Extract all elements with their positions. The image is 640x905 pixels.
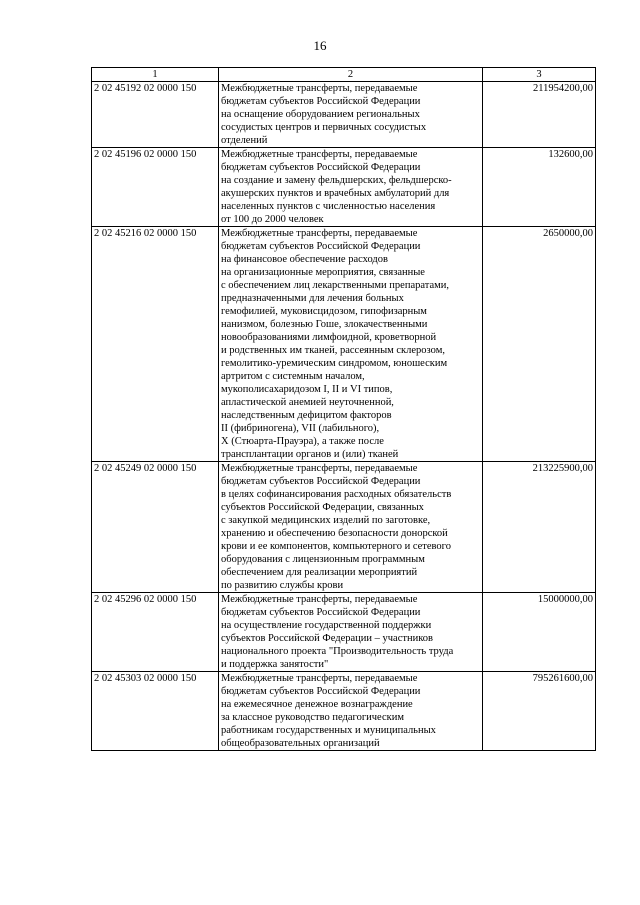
- description-line: артритом с системным началом,: [221, 371, 365, 382]
- description-line: наследственным дефицитом факторов: [221, 410, 392, 421]
- description-line: национального проекта "Производительность труда: [221, 646, 454, 657]
- description-line: бюджетам субъектов Российской Федерации: [221, 607, 421, 618]
- description-line: на ежемесячное денежное вознаграждение: [221, 699, 413, 710]
- column-header-amount: 3: [483, 68, 596, 82]
- classification-code: 2 02 45196 02 0000 150: [92, 148, 219, 227]
- description-line: предназначенными для лечения больных: [221, 293, 404, 304]
- description-line: бюджетам субъектов Российской Федерации: [221, 686, 421, 697]
- description-cell: [219, 82, 483, 148]
- table-row: [92, 227, 596, 462]
- description-line: субъектов Российской Федерации – участников: [221, 633, 433, 644]
- table-body: [92, 82, 596, 751]
- description-line: крови и ее компонентов, компьютерного и сетевого: [221, 541, 451, 552]
- classification-code: 2 02 45303 02 0000 150: [92, 672, 219, 751]
- classification-code: 2 02 45216 02 0000 150: [92, 227, 219, 462]
- classification-code: 2 02 45296 02 0000 150: [92, 593, 219, 672]
- amount-value: 132600,00: [483, 148, 596, 227]
- description-line: от 100 до 2000 человек: [221, 214, 324, 225]
- budget-table: [91, 67, 596, 751]
- description-line: гемофилией, муковисцидозом, гипофизарным: [221, 306, 427, 317]
- description-line: на осуществление государственной поддержки: [221, 620, 432, 631]
- description-line: бюджетам субъектов Российской Федерации: [221, 241, 421, 252]
- description-line: на организационные мероприятия, связанные: [221, 267, 425, 278]
- classification-code: 2 02 45192 02 0000 150: [92, 82, 219, 148]
- description-cell: [219, 462, 483, 593]
- amount-value: 213225900,00: [483, 462, 596, 593]
- description-line: общеобразовательных организаций: [221, 738, 380, 749]
- description-line: X (Стюарта-Прауэра), а также после: [221, 436, 384, 447]
- description-line: бюджетам субъектов Российской Федерации: [221, 96, 421, 107]
- description-line: и родственных им тканей, рассеянным склерозом,: [221, 345, 445, 356]
- description-line: Межбюджетные трансферты, передаваемые: [221, 228, 418, 239]
- description-line: апластической анемией неуточненной,: [221, 397, 394, 408]
- description-line: мукополисахаридозом I, II и VI типов,: [221, 384, 393, 395]
- amount-value: 2650000,00: [483, 227, 596, 462]
- table-row: [92, 672, 596, 751]
- description-cell: [219, 148, 483, 227]
- table-row: [92, 462, 596, 593]
- description-line: на создание и замену фельдшерских, фельдшерско-: [221, 175, 452, 186]
- description-line: Межбюджетные трансферты, передаваемые: [221, 149, 418, 160]
- table-row: [92, 593, 596, 672]
- description-cell: [219, 593, 483, 672]
- description-line: по развитию службы крови: [221, 580, 344, 591]
- description-line: Межбюджетные трансферты, передаваемые: [221, 673, 418, 684]
- description-line: и поддержка занятости": [221, 659, 329, 670]
- description-line: сосудистых центров и первичных сосудистых: [221, 122, 427, 133]
- classification-code: 2 02 45249 02 0000 150: [92, 462, 219, 593]
- description-line: акушерских пунктов и врачебных амбулаторий для: [221, 188, 450, 199]
- description-line: с закупкой медицинских изделий по заготовке,: [221, 515, 431, 526]
- description-line: с обеспечением лиц лекарственными препаратами,: [221, 280, 450, 291]
- description-line: субъектов Российской Федерации, связанных: [221, 502, 424, 513]
- description-line: населенных пунктов с численностью населения: [221, 201, 436, 212]
- table-header-row: [92, 68, 596, 82]
- description-line: за классное руководство педагогическим: [221, 712, 404, 723]
- column-header-code: 1: [92, 68, 219, 82]
- description-line: трансплантации органов и (или) тканей: [221, 449, 399, 460]
- description-line: нанизмом, болезнью Гоше, злокачественными: [221, 319, 428, 330]
- description-line: Межбюджетные трансферты, передаваемые: [221, 594, 418, 605]
- table-row: [92, 82, 596, 148]
- description-cell: [219, 227, 483, 462]
- description-line: хранению и обеспечению безопасности донорской: [221, 528, 448, 539]
- description-line: гемолитико-уремическим синдромом, юношеским: [221, 358, 448, 369]
- description-line: Межбюджетные трансферты, передаваемые: [221, 83, 418, 94]
- description-line: бюджетам субъектов Российской Федерации: [221, 476, 421, 487]
- table-row: [92, 148, 596, 227]
- description-line: бюджетам субъектов Российской Федерации: [221, 162, 421, 173]
- description-line: оборудования с лицензионным программным: [221, 554, 425, 565]
- description-line: Межбюджетные трансферты, передаваемые: [221, 463, 418, 474]
- description-line: на финансовое обеспечение расходов: [221, 254, 388, 265]
- amount-value: 211954200,00: [483, 82, 596, 148]
- amount-value: 15000000,00: [483, 593, 596, 672]
- description-line: отделений: [221, 135, 268, 146]
- description-line: обеспечением для реализации мероприятий: [221, 567, 418, 578]
- description-line: на оснащение оборудованием региональных: [221, 109, 420, 120]
- description-line: новообразованиями лимфоидной, кроветворной: [221, 332, 437, 343]
- column-header-description: 2: [219, 68, 483, 82]
- page-number: 16: [313, 38, 327, 53]
- amount-value: 795261600,00: [483, 672, 596, 751]
- description-cell: [219, 672, 483, 751]
- description-line: II (фибриногена), VII (лабильного),: [221, 423, 380, 434]
- description-line: в целях софинансирования расходных обязательств: [221, 489, 452, 500]
- description-line: работникам государственных и муниципальных: [221, 725, 436, 736]
